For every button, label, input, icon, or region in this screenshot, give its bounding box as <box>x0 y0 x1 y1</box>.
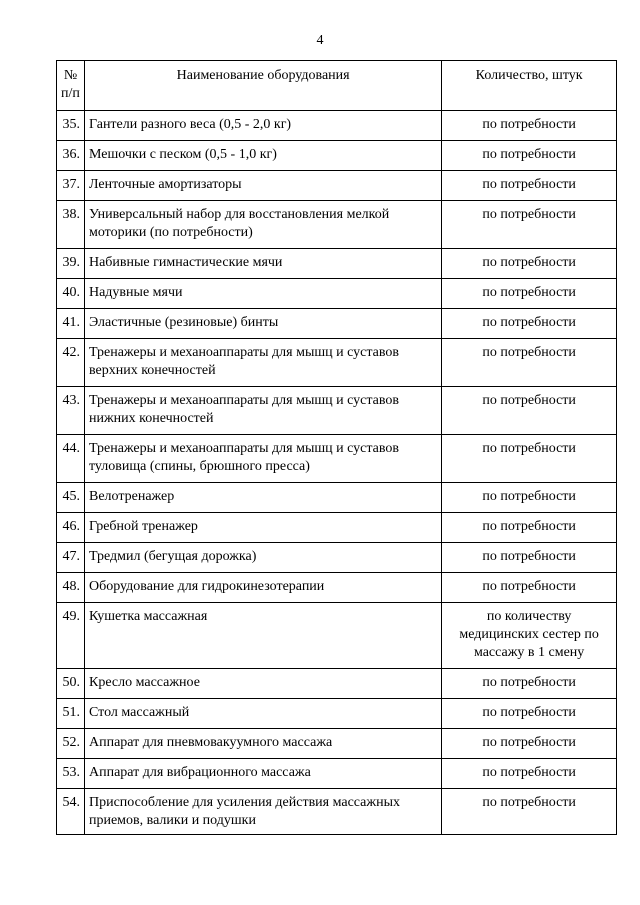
equipment-quantity: по потребности <box>442 483 617 513</box>
equipment-name: Эластичные (резиновые) бинты <box>84 309 441 339</box>
row-number: 51. <box>57 699 85 729</box>
row-number: 41. <box>57 309 85 339</box>
row-number: 38. <box>57 201 85 249</box>
row-number: 49. <box>57 603 85 669</box>
table-row <box>57 789 617 835</box>
header-number-abbrev: п/п <box>61 86 80 101</box>
page-number: 4 <box>316 33 324 48</box>
equipment-name: Надувные мячи <box>84 279 441 309</box>
equipment-name: Тренажеры и механоаппараты для мышц и суставов верхних конечностей <box>84 339 441 387</box>
row-number: 37. <box>57 171 85 201</box>
equipment-name: Мешочки с песком (0,5 - 1,0 кг) <box>84 141 441 171</box>
equipment-name: Оборудование для гидрокинезотерапии <box>84 573 441 603</box>
table-row <box>57 111 617 141</box>
table-row <box>57 171 617 201</box>
equipment-name: Тредмил (бегущая дорожка) <box>84 543 441 573</box>
table-row <box>57 543 617 573</box>
equipment-name: Кушетка массажная <box>84 603 441 669</box>
equipment-name: Аппарат для вибрационного массажа <box>84 759 441 789</box>
equipment-name: Кресло массажное <box>84 669 441 699</box>
table-header-row <box>57 61 617 111</box>
row-number: 35. <box>57 111 85 141</box>
equipment-name: Тренажеры и механоаппараты для мышц и суставов нижних конечностей <box>84 387 441 435</box>
table-row <box>57 435 617 483</box>
equipment-quantity: по потребности <box>442 111 617 141</box>
row-number: 48. <box>57 573 85 603</box>
table-row <box>57 669 617 699</box>
equipment-quantity: по потребности <box>442 249 617 279</box>
equipment-name: Стол массажный <box>84 699 441 729</box>
equipment-name: Тренажеры и механоаппараты для мышц и суставов туловища (спины, брюшного пресса) <box>84 435 441 483</box>
header-number <box>57 61 85 111</box>
equipment-quantity: по потребности <box>442 141 617 171</box>
equipment-name: Набивные гимнастические мячи <box>84 249 441 279</box>
table-row <box>57 141 617 171</box>
row-number: 46. <box>57 513 85 543</box>
equipment-quantity: по потребности <box>442 759 617 789</box>
equipment-quantity: по потребности <box>442 171 617 201</box>
equipment-name: Гантели разного веса (0,5 - 2,0 кг) <box>84 111 441 141</box>
equipment-quantity: по потребности <box>442 669 617 699</box>
row-number: 53. <box>57 759 85 789</box>
equipment-quantity: по потребности <box>442 513 617 543</box>
header-number-symbol: № <box>63 68 78 83</box>
equipment-quantity: по потребности <box>442 435 617 483</box>
equipment-table <box>56 60 617 835</box>
table-row <box>57 699 617 729</box>
row-number: 44. <box>57 435 85 483</box>
row-number: 36. <box>57 141 85 171</box>
table-row <box>57 339 617 387</box>
equipment-name: Ленточные амортизаторы <box>84 171 441 201</box>
row-number: 47. <box>57 543 85 573</box>
table-row <box>57 249 617 279</box>
table-row <box>57 513 617 543</box>
table-row <box>57 573 617 603</box>
row-number: 52. <box>57 729 85 759</box>
row-number: 40. <box>57 279 85 309</box>
table-row <box>57 387 617 435</box>
equipment-name: Аппарат для пневмовакуумного массажа <box>84 729 441 759</box>
table-row <box>57 759 617 789</box>
table-row <box>57 279 617 309</box>
row-number: 54. <box>57 789 85 835</box>
row-number: 39. <box>57 249 85 279</box>
equipment-name: Универсальный набор для восстановления мелкой моторики (по потребности) <box>84 201 441 249</box>
equipment-name: Велотренажер <box>84 483 441 513</box>
equipment-quantity: по количеству медицинских сестер по массажу в 1 смену <box>442 603 617 669</box>
equipment-name: Гребной тренажер <box>84 513 441 543</box>
header-quantity: Количество, штук <box>442 61 617 111</box>
equipment-quantity: по потребности <box>442 201 617 249</box>
equipment-quantity: по потребности <box>442 573 617 603</box>
row-number: 42. <box>57 339 85 387</box>
header-equipment-name: Наименование оборудования <box>84 61 441 111</box>
table-row <box>57 729 617 759</box>
equipment-quantity: по потребности <box>442 339 617 387</box>
row-number: 45. <box>57 483 85 513</box>
table-row <box>57 483 617 513</box>
equipment-name: Приспособление для усиления действия массажных приемов, валики и подушки <box>84 789 441 835</box>
equipment-quantity: по потребности <box>442 789 617 835</box>
equipment-quantity: по потребности <box>442 387 617 435</box>
table-row <box>57 309 617 339</box>
row-number: 50. <box>57 669 85 699</box>
equipment-quantity: по потребности <box>442 279 617 309</box>
equipment-quantity: по потребности <box>442 729 617 759</box>
table-row <box>57 603 617 669</box>
table-row <box>57 201 617 249</box>
row-number: 43. <box>57 387 85 435</box>
equipment-quantity: по потребности <box>442 699 617 729</box>
equipment-quantity: по потребности <box>442 309 617 339</box>
equipment-quantity: по потребности <box>442 543 617 573</box>
